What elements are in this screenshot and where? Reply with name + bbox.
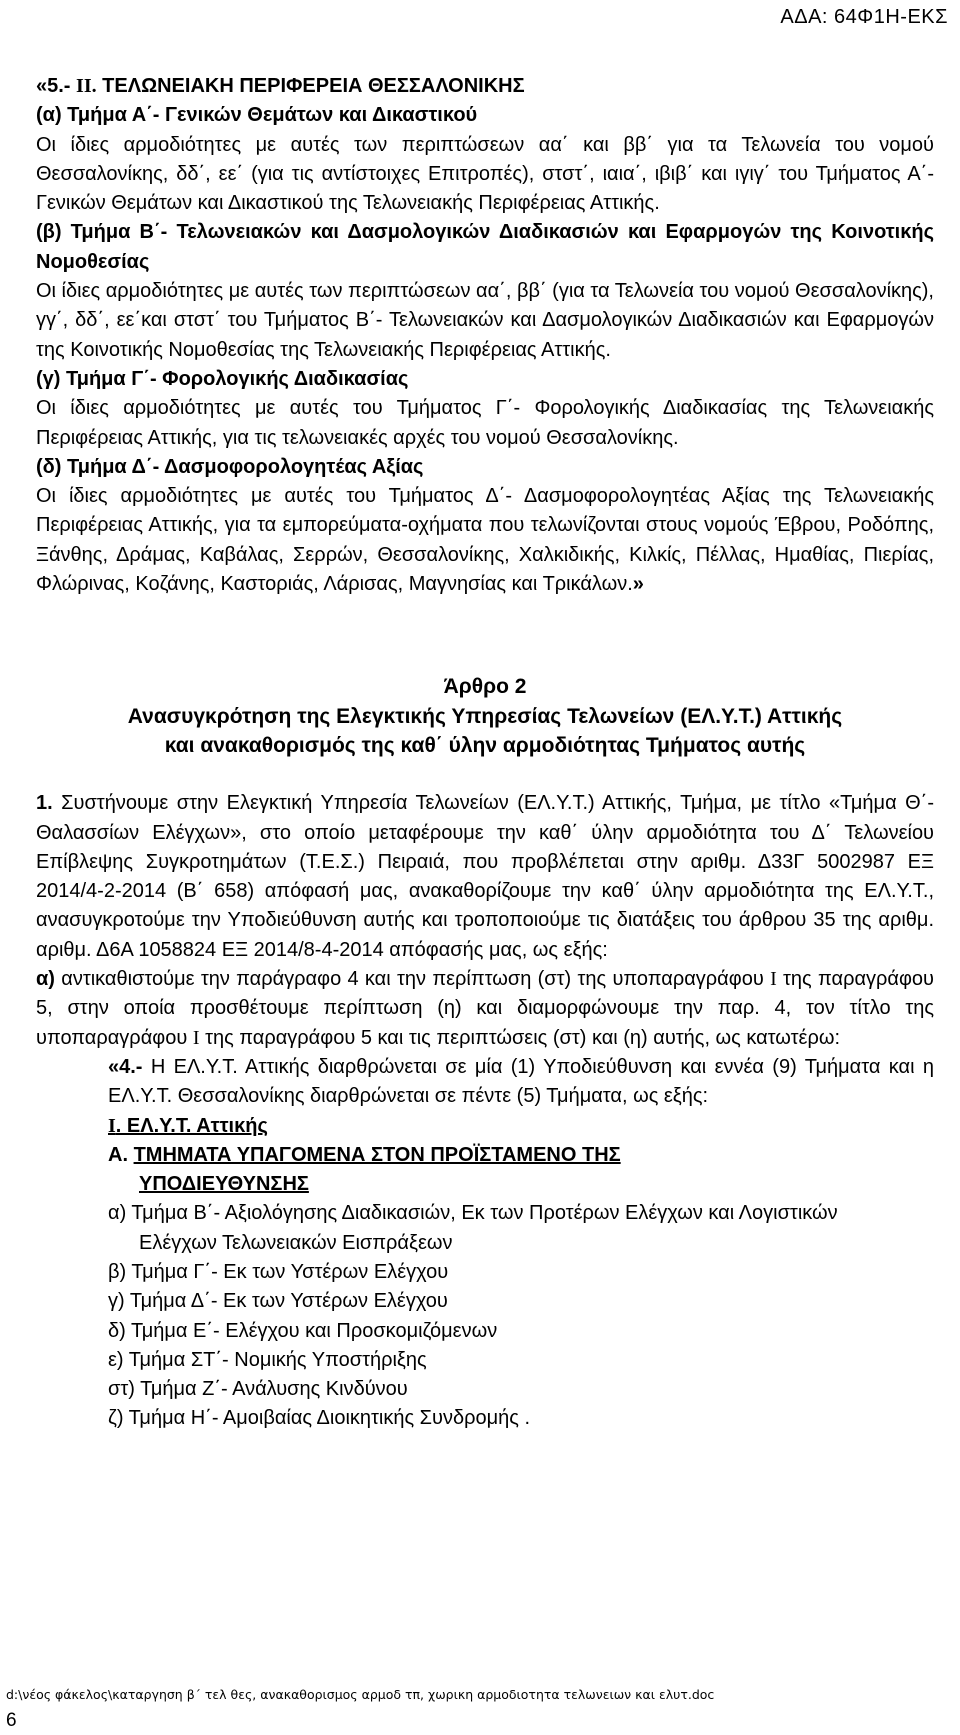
subsection-a-heading: (α) Τμήμα Α΄- Γενικών Θεμάτων και Δικαστικού [36, 104, 478, 127]
section-a-title-line-1: ΤΜΗΜΑΤΑ ΥΠΑΓΟΜΕΝΑ ΣΤΟΝ ΠΡΟΪΣΤΑΜΕΝΟ ΤΗΣ [133, 1143, 621, 1166]
item-a-text-3: της παραγράφου 5 και τις περιπτώσεις (στ) και (η) αυτής, ως κατωτέρω: [199, 1026, 840, 1049]
article-title-line-2: και ανακαθορισμός της καθ΄ ύλην αρμοδιότητας Τμήματος αυτής [164, 733, 806, 757]
ada-code: ΑΔΑ: 64Φ1Η-ΕΚΣ [780, 6, 948, 28]
list-item: στ) Τμήμα Ζ΄- Ανάλυσης Κινδύνου [108, 1378, 408, 1401]
list-item: γ) Τμήμα Δ΄- Εκ των Υστέρων Ελέγχου [108, 1290, 448, 1313]
footer-file-path: d:\νέος φάκελος\καταργηση β΄ τελ θες, ανακαθορισμος αρμοδ τπ, χωρικη αρμοδιοτητα τελωνειων και ελυτ.doc [6, 1687, 715, 1702]
closing-quote: » [632, 573, 644, 596]
paragraph-1-text: Συστήνουμε στην Ελεγκτική Υπηρεσία Τελωνείων (ΕΛ.Υ.Τ.) Αττικής, Τμήμα, με τίτλο «Τμήμα Θ΄- Θαλασσίων Ελέγχων», στο οποίο μεταφέρουμε την καθ΄ ύλην αρμοδιότητα του Δ΄ Τελωνείου Επίβλεψης Συγκροτημάτων (Τ.Ε.Σ.) Πειραιά, που προβλέπεται στην αριθμ. Δ33Γ 5002987 ΕΞ 2014/4-2-2014 (Β΄ 658) απόφασή μας, ανακαθορίζουμε την καθ΄ ύλην αρμοδιότητα της ΕΛ.Υ.Τ., ανασυγκροτούμε την Υποδιεύθυνση αυτής και τροποποιούμε τις διατάξεις του άρθρου 35 της αριθμ. αριθμ. Δ6Α 1058824 ΕΞ 2014/8-4-2014 απόφασής μας, ως εξής: [36, 792, 934, 961]
roman-numeral: Ι [108, 1114, 116, 1137]
subsection-b-text: Οι ίδιες αρμοδιότητες με αυτές των περιπτώσεων αα΄, ββ΄ (για τα Τελωνεία του νομού Θεσσαλονίκης), γγ΄, δδ΄, εε΄και στστ΄ του Τμήματος Β΄- Τελωνειακών και Δασμολογικών Διαδικασιών και Εφαρμογών της Κοινοτικής Νομοθεσίας της Τελωνειακής Περιφέρειας Αττικής. [36, 280, 934, 361]
article-title-line-1: Ανασυγκρότηση της Ελεγκτικής Υπηρεσίας Τελωνείων (ΕΛ.Υ.Τ.) Αττικής [127, 704, 843, 728]
document-body [36, 72, 934, 1434]
article-number: Άρθρο 2 [443, 675, 527, 699]
roman-numeral: ΙΙ. [76, 75, 97, 97]
quote-number: «4.- [108, 1055, 143, 1078]
list-item: α) Τμήμα Β΄- Αξιολόγησης Διαδικασιών, Εκ των Προτέρων Ελέγχων και Λογιστικών Ελέγχων Τελωνειακών Εισπράξεων [108, 1202, 838, 1254]
quote-4-body: Η ΕΛ.Υ.Τ. Αττικής διαρθρώνεται σε μία (1) Υποδιεύθυνση και εννέα (9) Τμήματα και η ΕΛ.Υ.Τ. Θεσσαλονίκης διαρθρώνεται σε πέντε (5) Τμήματα, ως εξής: [108, 1055, 934, 1108]
subsection-c-text: Οι ίδιες αρμοδιότητες με αυτές του Τμήματος Γ΄- Φορολογικής Διαδικασίας της Τελωνειακής Περιφέρειας Αττικής, για τις τελωνειακές αρχές του νομού Θεσσαλονίκης. [36, 397, 934, 449]
subsection-c-heading: (γ) Τμήμα Γ΄- Φορολογικής Διαδικασίας [36, 367, 409, 390]
paragraph-number: 1. [36, 792, 53, 815]
list-item: β) Τμήμα Γ΄- Εκ των Υστέρων Ελέγχου [108, 1260, 449, 1283]
item-a-text-2: της παραγράφου 5, στην οποία προσθέτουμε περίπτωση (η) και διαμορφώνουμε την παρ. 4, τον τίτλο της υποπαραγράφου [36, 968, 934, 1049]
item-a-label: α) [36, 968, 55, 991]
subsection-b-heading: (β) Τμήμα Β΄- Τελωνειακών και Δασμολογικών Διαδικασιών και Εφαρμογών της Κοινοτικής Νομοθεσίας [36, 221, 934, 273]
subheading-text: . ΕΛ.Υ.Τ. Αττικής [115, 1114, 268, 1137]
quoted-paragraph-4 [36, 1053, 934, 1434]
subsection-d-body: Οι ίδιες αρμοδιότητες με αυτές του Τμήματος Δ΄- Δασμοφορολογητέας Αξίας της Τελωνειακής Περιφέρειας Αττικής, για τα εμπορεύματα-οχήματα που τελωνίζονται στους νομούς Έβρου, Ροδόπης, Ξάνθης, Δράμας, Καβάλας, Σερρών, Θεσσαλονίκης, Χαλκιδικής, Κιλκίς, Πέλλας, Ημαθίας, Πιερίας, Φλώρινας, Κοζάνης, Καστοριάς, Λάρισας, Μαγνησίας και Τρικάλων. [36, 485, 934, 596]
item-a-text-1: αντικαθιστούμε την παράγραφο 4 και την περίπτωση (στ) της υποπαραγράφου [54, 968, 771, 991]
section-title-text: ΤΕΛΩΝΕΙΑΚΗ ΠΕΡΙΦΕΡΕΙΑ ΘΕΣΣΑΛΟΝΙΚΗΣ [96, 75, 525, 97]
subsection-d-text [36, 482, 934, 599]
list-item: ε) Τμήμα ΣΤ΄- Νομικής Υποστήριξης [108, 1348, 427, 1371]
section-5-title [36, 72, 934, 101]
section-a-title-line-2: ΥΠΟΔΙΕΥΘΥΝΣΗΣ [139, 1173, 309, 1196]
paragraph-1-a [36, 965, 934, 1053]
roman-numeral: Ι [770, 968, 777, 991]
subsection-d-heading: (δ) Τμήμα Δ΄- Δασμοφορολογητέας Αξίας [36, 455, 424, 478]
paragraph-1 [36, 789, 934, 965]
roman-numeral: Ι [192, 1026, 200, 1049]
subheading-elyt-attikis [108, 1112, 934, 1141]
section-a-label: Α. [108, 1143, 128, 1166]
subsection-a-text: Οι ίδιες αρμοδιότητες με αυτές των περιπτώσεων αα΄ και ββ΄ για τα Τελωνεία του νομού Θεσσαλονίκης, δδ΄, εε΄ (για τις αντίστοιχες Επιτροπές), στστ΄, ιαια΄, ιβιβ΄ και ιγιγ΄ του Τμήματος Α΄- Γενικών Θεμάτων και Δικαστικού της Τελωνειακής Περιφέρειας Αττικής. [36, 133, 934, 215]
list-item: ζ) Τμήμα Η΄- Αμοιβαίας Διοικητικής Συνδρομής . [108, 1407, 531, 1430]
page-number: 6 [6, 1710, 17, 1731]
section-number: «5.- [36, 75, 77, 97]
section-a-heading [108, 1141, 934, 1170]
quote-4-text [108, 1053, 934, 1112]
list-item: δ) Τμήμα Ε΄- Ελέγχου και Προσκομιζόμενων [108, 1319, 498, 1342]
